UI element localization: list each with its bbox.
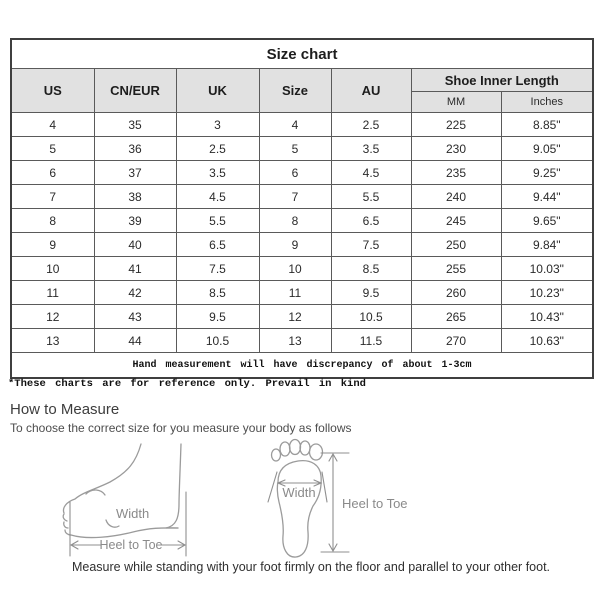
table-cell: 7 [11, 185, 94, 209]
table-cell: 8 [259, 209, 331, 233]
how-to-measure-subheading: To choose the correct size for you measure your body as follows [10, 421, 352, 435]
toe-4 [280, 442, 290, 456]
table-cell: 4.5 [331, 161, 411, 185]
how-to-measure-heading: How to Measure [10, 401, 120, 418]
table-cell: 8 [11, 209, 94, 233]
footprint-width-label: Width [282, 485, 316, 500]
table-footnote-row [11, 353, 593, 379]
table-cell: 10.23" [501, 281, 593, 305]
table-cell: 10.5 [331, 305, 411, 329]
side-width-label: Width [116, 506, 150, 521]
heel-toe-arrow-left [71, 541, 101, 549]
toe-5 [272, 449, 281, 461]
column-header-mm: MM [411, 92, 501, 113]
table-cell: 10.43" [501, 305, 593, 329]
table-cell: 5.5 [331, 185, 411, 209]
table-cell: 3 [176, 113, 259, 137]
table-body [11, 113, 593, 353]
foot-side-view-diagram [58, 444, 203, 562]
table-column-header-row [11, 69, 593, 92]
table-cell: 250 [411, 233, 501, 257]
table-cell: 11 [11, 281, 94, 305]
table-cell: 245 [411, 209, 501, 233]
foot-side-heel [166, 444, 181, 528]
table-cell: 12 [11, 305, 94, 329]
table-cell: 2.5 [331, 113, 411, 137]
table-title-row [11, 39, 593, 69]
table-cell: 260 [411, 281, 501, 305]
table-row [11, 257, 593, 281]
reference-note: *These charts are for reference only. Prevail in kind [8, 378, 366, 390]
measure-caption: Measure while standing with your foot firmly on the floor and parallel to your other foot. [71, 560, 551, 574]
footprint-top-view-diagram [265, 440, 435, 575]
width-guide-left [268, 472, 277, 502]
table-cell: 13 [259, 329, 331, 353]
table-row [11, 233, 593, 257]
table-cell: 10.63" [501, 329, 593, 353]
table-row [11, 281, 593, 305]
table-cell: 230 [411, 137, 501, 161]
table-footnote: Hand measurement will have discrepancy of about 1-3cm [11, 353, 593, 379]
table-cell: 11.5 [331, 329, 411, 353]
table-cell: 5.5 [176, 209, 259, 233]
table-cell: 8.5 [331, 257, 411, 281]
table-cell: 265 [411, 305, 501, 329]
table-cell: 4 [11, 113, 94, 137]
table-cell: 10 [11, 257, 94, 281]
column-header-inches: Inches [501, 92, 593, 113]
table-cell: 255 [411, 257, 501, 281]
table-cell: 6 [259, 161, 331, 185]
table-cell: 37 [94, 161, 176, 185]
table-cell: 9.5 [331, 281, 411, 305]
table-cell: 4 [259, 113, 331, 137]
column-header-au: AU [331, 69, 411, 113]
column-header-size: Size [259, 69, 331, 113]
table-row [11, 305, 593, 329]
table-cell: 235 [411, 161, 501, 185]
table-cell: 38 [94, 185, 176, 209]
table-cell: 225 [411, 113, 501, 137]
table-cell: 6 [11, 161, 94, 185]
table-cell: 10 [259, 257, 331, 281]
table-cell: 8.5 [176, 281, 259, 305]
table-row [11, 113, 593, 137]
table-cell: 2.5 [176, 137, 259, 161]
table-cell: 6.5 [331, 209, 411, 233]
column-header-uk: UK [176, 69, 259, 113]
table-row [11, 137, 593, 161]
table-cell: 3.5 [176, 161, 259, 185]
table-cell: 40 [94, 233, 176, 257]
table-cell: 240 [411, 185, 501, 209]
table-cell: 5 [259, 137, 331, 161]
table-cell: 9.44" [501, 185, 593, 209]
footprint-length-label: Heel to Toe [342, 496, 408, 511]
table-row [11, 209, 593, 233]
table-cell: 43 [94, 305, 176, 329]
column-header-us: US [11, 69, 94, 113]
table-cell: 11 [259, 281, 331, 305]
table-cell: 9 [11, 233, 94, 257]
table-row [11, 161, 593, 185]
table-cell: 41 [94, 257, 176, 281]
size-chart-table [10, 38, 594, 379]
heel-toe-arrow-right [161, 541, 185, 549]
table-cell: 5 [11, 137, 94, 161]
table-cell: 9.5 [176, 305, 259, 329]
table-row [11, 329, 593, 353]
table-cell: 35 [94, 113, 176, 137]
table-footer [11, 353, 593, 379]
table-cell: 10.03" [501, 257, 593, 281]
side-length-label: Heel to Toe [99, 538, 163, 552]
toe-2 [300, 441, 310, 455]
foot-side-ball-arc [106, 520, 119, 527]
foot-side-sole [71, 528, 178, 538]
table-cell: 36 [94, 137, 176, 161]
table-cell: 42 [94, 281, 176, 305]
table-cell: 13 [11, 329, 94, 353]
toe-1-big [310, 444, 323, 460]
table-cell: 270 [411, 329, 501, 353]
table-title: Size chart [11, 39, 593, 69]
table-cell: 9.25" [501, 161, 593, 185]
table-cell: 39 [94, 209, 176, 233]
table-cell: 9.05" [501, 137, 593, 161]
table-cell: 3.5 [331, 137, 411, 161]
table-cell: 7 [259, 185, 331, 209]
table-cell: 7.5 [176, 257, 259, 281]
table-cell: 6.5 [176, 233, 259, 257]
table-header [11, 39, 593, 113]
table-cell: 9 [259, 233, 331, 257]
column-header-cn-eur: CN/EUR [94, 69, 176, 113]
table-cell: 10.5 [176, 329, 259, 353]
table-cell: 4.5 [176, 185, 259, 209]
column-header-shoe-inner-length: Shoe Inner Length [411, 69, 593, 92]
foot-side-outline [63, 444, 141, 513]
heel-toe-vertical-arrow [329, 454, 337, 551]
toe-3 [290, 440, 301, 455]
table-cell: 9.65" [501, 209, 593, 233]
table-cell: 12 [259, 305, 331, 329]
table-cell: 7.5 [331, 233, 411, 257]
table-cell: 8.85" [501, 113, 593, 137]
table-row [11, 185, 593, 209]
footprint-outline [277, 461, 321, 557]
width-guide-right [322, 472, 327, 502]
table-cell: 9.84" [501, 233, 593, 257]
table-cell: 44 [94, 329, 176, 353]
